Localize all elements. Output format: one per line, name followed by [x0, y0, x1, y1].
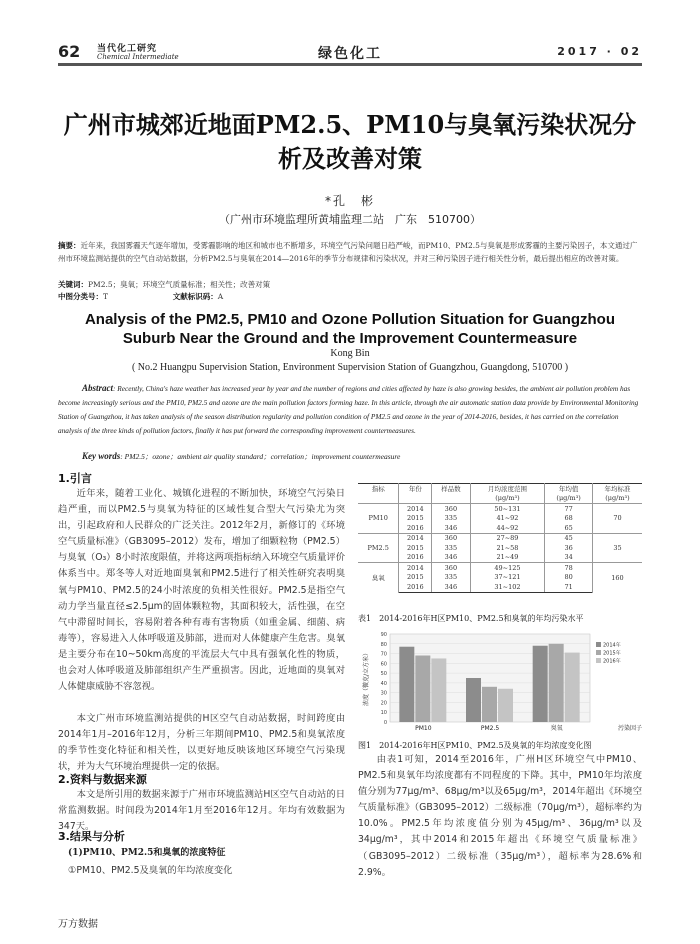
table-cell: 335: [432, 573, 470, 583]
x-tick-label: 臭氧: [550, 725, 563, 732]
table-row: [358, 533, 642, 543]
affiliation-cn: （广州市环境监理所黄埔监理二站 广东 510700）: [219, 213, 481, 226]
y-tick-label: 70: [380, 651, 387, 658]
paper-title-en: Analysis of the PM2.5, PM10 and Ozone Pollution Situation for Guangzhou Suburb Near the Ground and the Improvement Countermeasure: [84, 311, 616, 347]
table-cell: 50~131: [470, 504, 545, 514]
y-tick-label: 60: [380, 661, 387, 668]
keywords-cn-text: PM2.5；臭氧；环境空气质量标准；相关性；改善对策: [88, 280, 271, 289]
abstract-en: [58, 381, 642, 438]
table-cell: 37~121: [470, 573, 545, 583]
legend-swatch: [596, 650, 601, 655]
section-name: 绿色化工: [318, 46, 382, 62]
table-cell: 78: [545, 563, 593, 573]
section-2-title: 2.资料与数据来源: [58, 773, 147, 786]
section-3-title: 3.结果与分析: [58, 830, 125, 843]
bar: [431, 658, 446, 722]
table-header: 年均标准: [592, 484, 642, 494]
y-tick-label: 0: [383, 720, 387, 726]
table-cell: 346: [432, 553, 470, 563]
doc-value: A: [217, 292, 224, 301]
keywords-en-text: : PM2.5；ozone；ambient air quality standard；correlation；improvement countermeasure: [120, 452, 401, 461]
data-table: [358, 483, 642, 593]
table-header: 指标: [358, 484, 399, 494]
journal-name-en: Chemical Intermediate: [97, 53, 179, 61]
y-tick-label: 90: [380, 632, 387, 638]
table-cell-indicator: 臭氧: [358, 563, 399, 593]
table-cell: 2016: [399, 553, 432, 563]
table-cell: 2015: [399, 514, 432, 524]
y-axis-label: 浓度（微克/立方米）: [363, 649, 370, 707]
y-tick-label: 20: [380, 700, 387, 707]
table-cell: 68: [545, 514, 593, 524]
table-cell: 360: [432, 533, 470, 543]
table-cell: 27~89: [470, 533, 545, 543]
figure-caption: 图1 2014-2016年H区PM10、PM2.5及臭氧的年均浓度变化图: [358, 741, 592, 750]
table-cell-standard: 35: [592, 533, 642, 563]
bar-chart: [358, 630, 642, 738]
footer-watermark: 万方数据: [58, 919, 98, 930]
table-cell: 360: [432, 563, 470, 573]
abstract-cn-label: 摘要：: [58, 241, 81, 250]
bar: [399, 647, 414, 722]
table-cell: 360: [432, 504, 470, 514]
table-cell: 71: [545, 582, 593, 592]
table-cell: 346: [432, 523, 470, 533]
table-cell: 34: [545, 553, 593, 563]
table-cell-indicator: PM10: [358, 504, 399, 534]
table-unit: (μg/m³): [470, 494, 545, 504]
table-cell: 21~58: [470, 543, 545, 553]
table-cell: 346: [432, 582, 470, 592]
table-header-row: [358, 484, 642, 494]
table-cell: 2015: [399, 573, 432, 583]
table-cell: 335: [432, 514, 470, 524]
classification: [58, 291, 642, 304]
keywords-en: [58, 451, 642, 462]
y-tick-label: 50: [380, 671, 387, 678]
journal-name: 当代化工研究: [97, 44, 158, 54]
keywords-cn-label: 关键词：: [58, 280, 88, 289]
table-caption: 表1 2014-2016年H区PM10、PM2.5和臭氧的年均污染水平: [358, 614, 584, 623]
section-1-paragraph-2: 本文广州市环境监测站提供的H区空气自动站数据，时间跨度由2014年1月–2016年12月，分析三年期间PM10、PM2.5和臭氧浓度的季节性变化特征和相关性，以更好地反映该地区环境空气污染现状，并为大气环境治理提供一定的依据。: [58, 713, 345, 773]
x-tick-label: PM2.5: [480, 725, 500, 732]
y-tick-label: 40: [380, 680, 387, 687]
paper-title-cn: 广州市城郊近地面PM2.5、PM10与臭氧污染状况分析及改善对策: [63, 110, 637, 173]
abstract-en-label: Abstract: [82, 383, 114, 393]
subsection-1-title: (1)PM10、PM2.5和臭氧的浓度特征: [68, 848, 226, 858]
table-cell: 65: [545, 523, 593, 533]
subsection-1-item: ①PM10、PM2.5及臭氧的年均浓度变化: [68, 865, 233, 876]
y-tick-label: 10: [380, 710, 387, 717]
table-cell: 2016: [399, 523, 432, 533]
table-cell: 335: [432, 543, 470, 553]
legend-swatch: [596, 658, 601, 663]
section-1-title: 1.引言: [58, 472, 92, 485]
table-cell: 2014: [399, 533, 432, 543]
right-column-paragraph: 由表1可知，2014至2016年，广州H区环境空气中PM10、PM2.5和臭氧年均浓度都有不同程度的下降。其中，PM10年均浓度值分别为77μg/m³、68μg/m³以及65μg/m³，2014年超出《环境空气质量标准》（GB3095–2012）二级标准（70μg/m³），超标率约为10.0%。PM2.5年均浓度值分别为45μg/m³、36μg/m³以及34μg/m³，其中2014和2015年超出《环境空气质量标准》（GB3095–2012）二级标准（35μg/m³），超标率为28.6%和2.9%。: [358, 754, 642, 878]
bar: [549, 644, 564, 722]
table-unit: (μg/m³): [592, 494, 642, 504]
header-rule: [58, 63, 642, 66]
table-cell: 41~92: [470, 514, 545, 524]
legend-label: 2016年: [603, 658, 621, 665]
x-axis-label: 污染因子: [617, 725, 642, 732]
bar: [533, 646, 548, 722]
class-label: 中图分类号：: [58, 292, 103, 301]
y-tick-label: 80: [380, 641, 387, 648]
table-cell: 21~49: [470, 553, 545, 563]
bar: [498, 689, 513, 722]
section-1-paragraph-1: 近年来，随着工业化、城镇化进程的不断加快，环境空气污染日趋严重，而以PM2.5与臭氧为特征的区域性复合型大气污染尤为突出，引起政府和人民群众的广泛关注。2012年2月，新修订的《环境空气质量标准》（GB3095–2012）发布，增加了细颗粒物（PM2.5）与臭氧（O₃）8小时浓度限值，并将这两项指标纳入环境空气质量评价体系当中。郑冬等人对近地面臭氧和PM2.5进行了相关性研究表明臭氧与PM10、PM2.5的24小时浓度的负相关性很好。PM2.5是指空气动力学当量直径≤2.5μm的固体颗粒物，其面积较大，活性强，在空气中滞留时间长，容易附着各种有毒有害物质（如重金属、细菌、病毒等），容易进入人体呼吸道及肺部，进而对人体健康产生危害。臭氧是主要分布在10~50km高度的平流层大气中具有强氧化性的物质，也会对人体呼吸道及肺部组织产生严重损害。因此，近地面的臭氧对人体健康威胁不容忽视。: [58, 488, 345, 693]
legend-label: 2015年: [603, 650, 621, 657]
keywords-en-label: Key words: [82, 451, 121, 461]
x-tick-label: PM10: [415, 725, 432, 732]
table-cell: 2014: [399, 563, 432, 573]
table-cell: 49~125: [470, 563, 545, 573]
author-cn: *孔 彬: [324, 194, 375, 208]
table-unit-row: [358, 494, 642, 504]
table-cell: 36: [545, 543, 593, 553]
table-cell: 80: [545, 573, 593, 583]
table-header: 月均浓度范围: [470, 484, 545, 494]
bar: [415, 656, 430, 722]
table-cell: 77: [545, 504, 593, 514]
table-cell: 2016: [399, 582, 432, 592]
affiliation-en: ( No.2 Huangpu Supervision Station, Environment Supervision Station of Guangzhou, Guangdong, 510700 ): [131, 362, 569, 373]
legend-label: 2014年: [603, 642, 621, 649]
abstract-cn: [58, 240, 642, 265]
author-en: Kong Bin: [330, 348, 370, 359]
abstract-cn-text: 近年来，我国雾霾天气逐年增加，受雾霾影响的地区和城市也不断增多，环境空气污染问题日趋严峻，而PM10、PM2.5与臭氧是形成雾霾的主要污染因子，本文通过广州市环境监测站提供的空气自动站数据，分析PM2.5与臭氧在2014—2016年的季节分布规律和污染状况，并对三种污染因子进行相关性分析，最后提出相应的改善对策。: [58, 241, 638, 263]
table-cell: 31~102: [470, 582, 545, 592]
table-header: 样品数: [432, 484, 470, 494]
class-value: T: [103, 292, 109, 301]
bar: [482, 687, 497, 722]
table-cell: 45: [545, 533, 593, 543]
table-cell: 2015: [399, 543, 432, 553]
table-row: [358, 504, 642, 514]
table-cell-standard: 160: [592, 563, 642, 593]
doc-label: 文献标识码：: [172, 292, 218, 301]
y-tick-label: 30: [380, 690, 387, 697]
abstract-en-text: : Recently, China's haze weather has increased year by year and the number of regions and cities affected by haze is also growing besides, the ambient air pollution problem has become increasingly serious and the PM10, PM2.5 and ozone are the main pollution factors forming haze. In this article, through the air automatic station data provide by Environmental Monitoring Station of Guangzhou, it has taken analysis of the season distribution regularity and pollution condition of PM2.5 and ozone in the year of 2014-2016, besides, it has carried on the correlation analysis of the three kinds of pollution factors, finally it has put forward the corresponding improvement countermeasures.: [58, 384, 639, 435]
legend-swatch: [596, 642, 601, 647]
bar: [565, 653, 580, 722]
page-number: 62: [58, 42, 81, 61]
table-header: 年均值: [545, 484, 593, 494]
table-row: [358, 563, 642, 573]
table-cell: 2014: [399, 504, 432, 514]
table-header: 年份: [399, 484, 432, 494]
table-cell-standard: 70: [592, 504, 642, 534]
keywords-cn: [58, 279, 642, 292]
section-2-paragraph: 本文是所引用的数据来源于广州市环境监测站H区空气自动站的日常监测数据。时间段为2014年1月至2016年12月。年均有效数据为347天。: [58, 789, 345, 833]
table-unit: (μg/m³): [545, 494, 593, 504]
table-cell-indicator: PM2.5: [358, 533, 399, 563]
bar: [466, 678, 481, 722]
table-cell: 44~92: [470, 523, 545, 533]
issue-number: 2017 · 02: [557, 45, 642, 58]
